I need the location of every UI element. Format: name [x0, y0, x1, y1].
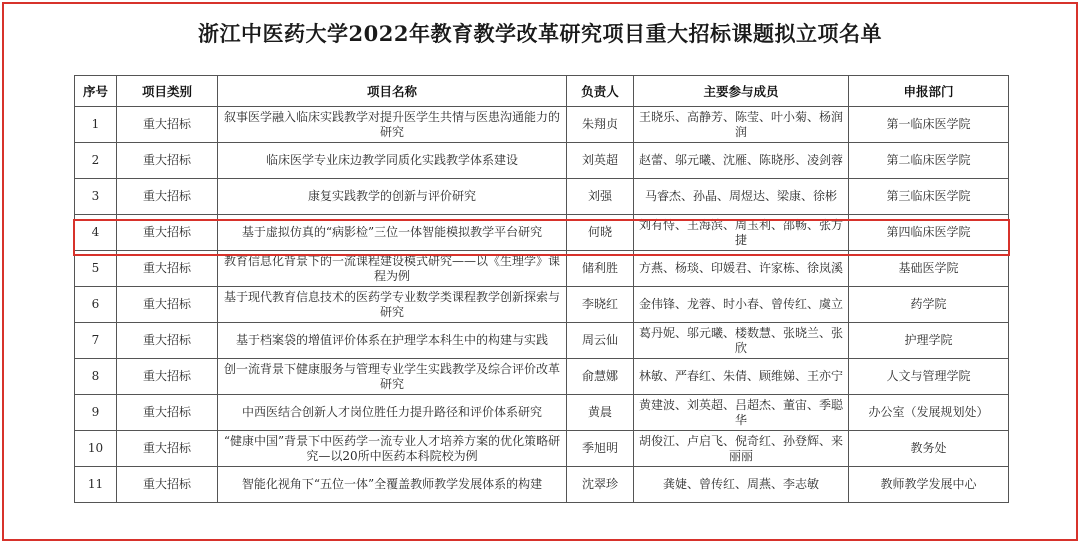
- cell-leader: 黄晨: [567, 395, 634, 431]
- cell-category: 重大招标: [117, 179, 218, 215]
- table-row: [75, 359, 1009, 395]
- cell-members: 王晓乐、高静芳、陈莹、叶小菊、杨润润: [634, 107, 849, 143]
- cell-leader: 何晓: [567, 215, 634, 251]
- table-row: [75, 395, 1009, 431]
- cell-no: 11: [75, 467, 117, 503]
- cell-leader: 俞慧娜: [567, 359, 634, 395]
- cell-category: 重大招标: [117, 359, 218, 395]
- cell-no: 7: [75, 323, 117, 359]
- cell-category: 重大招标: [117, 323, 218, 359]
- cell-members: 方燕、杨琰、印媛君、许家栋、徐岚溪: [634, 251, 849, 287]
- cell-dept: 药学院: [849, 287, 1009, 323]
- cell-members: 胡俊江、卢启飞、倪奇红、孙登辉、来丽丽: [634, 431, 849, 467]
- table-row: [75, 431, 1009, 467]
- cell-leader: 季旭明: [567, 431, 634, 467]
- cell-no: 1: [75, 107, 117, 143]
- table-row: [75, 107, 1009, 143]
- cell-name: 智能化视角下“五位一体”全覆盖教师教学发展体系的构建: [218, 467, 567, 503]
- cell-no: 3: [75, 179, 117, 215]
- cell-name: 基于档案袋的增值评价体系在护理学本科生中的构建与实践: [218, 323, 567, 359]
- cell-category: 重大招标: [117, 395, 218, 431]
- cell-members: 马睿杰、孙晶、周煜达、梁康、徐彬: [634, 179, 849, 215]
- header-name: 项目名称: [218, 76, 567, 107]
- cell-no: 9: [75, 395, 117, 431]
- cell-name: 康复实践教学的创新与评价研究: [218, 179, 567, 215]
- cell-name: 基于虚拟仿真的“病影检”三位一体智能模拟教学平台研究: [218, 215, 567, 251]
- cell-dept: 第四临床医学院: [849, 215, 1009, 251]
- table-row-highlighted: [75, 215, 1009, 251]
- cell-dept: 第三临床医学院: [849, 179, 1009, 215]
- cell-members: 赵蕾、邬元曦、沈雁、陈晓彤、凌剑蓉: [634, 143, 849, 179]
- table-header-row: [75, 76, 1009, 107]
- table-row: [75, 287, 1009, 323]
- cell-name: 基于现代教育信息技术的医药学专业数学类课程教学创新探索与研究: [218, 287, 567, 323]
- cell-category: 重大招标: [117, 287, 218, 323]
- cell-dept: 第二临床医学院: [849, 143, 1009, 179]
- cell-name: 教育信息化背景下的一流课程建设模式研究——以《生理学》课程为例: [218, 251, 567, 287]
- cell-dept: 教师教学发展中心: [849, 467, 1009, 503]
- cell-dept: 人文与管理学院: [849, 359, 1009, 395]
- cell-leader: 刘英超: [567, 143, 634, 179]
- cell-no: 2: [75, 143, 117, 179]
- cell-category: 重大招标: [117, 431, 218, 467]
- cell-name: 中西医结合创新人才岗位胜任力提升路径和评价体系研究: [218, 395, 567, 431]
- table-row: [75, 251, 1009, 287]
- cell-leader: 储利胜: [567, 251, 634, 287]
- cell-leader: 刘强: [567, 179, 634, 215]
- cell-leader: 周云仙: [567, 323, 634, 359]
- cell-category: 重大招标: [117, 107, 218, 143]
- header-category: 项目类别: [117, 76, 218, 107]
- cell-dept: 护理学院: [849, 323, 1009, 359]
- cell-no: 8: [75, 359, 117, 395]
- cell-members: 刘有恃、王海滨、周玉利、邵畅、张方捷: [634, 215, 849, 251]
- cell-members: 黄建波、刘英超、吕超杰、董宙、季聪华: [634, 395, 849, 431]
- cell-dept: 教务处: [849, 431, 1009, 467]
- cell-no: 6: [75, 287, 117, 323]
- table-row: [75, 323, 1009, 359]
- cell-members: 林敏、严春红、朱倩、顾维娣、王亦宁: [634, 359, 849, 395]
- table-row: [75, 143, 1009, 179]
- cell-name: “健康中国”背景下中医药学一流专业人才培养方案的优化策略研究—以20所中医药本科院校为例: [218, 431, 567, 467]
- page-title: 浙江中医药大学2022年教育教学改革研究项目重大招标课题拟立项名单: [198, 21, 882, 46]
- cell-dept: 办公室（发展规划处）: [849, 395, 1009, 431]
- cell-category: 重大招标: [117, 215, 218, 251]
- table-row: [75, 467, 1009, 503]
- cell-leader: 朱翔贞: [567, 107, 634, 143]
- cell-leader: 沈翠珍: [567, 467, 634, 503]
- cell-members: 葛丹妮、邬元曦、楼数慧、张晓兰、张欣: [634, 323, 849, 359]
- cell-name: 临床医学专业床边教学同质化实践教学体系建设: [218, 143, 567, 179]
- table-row: [75, 179, 1009, 215]
- header-members: 主要参与成员: [634, 76, 849, 107]
- cell-leader: 李晓红: [567, 287, 634, 323]
- cell-name: 创一流背景下健康服务与管理专业学生实践教学及综合评价改革研究: [218, 359, 567, 395]
- cell-category: 重大招标: [117, 251, 218, 287]
- header-dept: 申报部门: [849, 76, 1009, 107]
- cell-dept: 第一临床医学院: [849, 107, 1009, 143]
- cell-members: 龚婕、曾传红、周燕、李志敏: [634, 467, 849, 503]
- cell-category: 重大招标: [117, 143, 218, 179]
- header-leader: 负责人: [567, 76, 634, 107]
- cell-category: 重大招标: [117, 467, 218, 503]
- cell-no: 5: [75, 251, 117, 287]
- cell-no: 4: [75, 215, 117, 251]
- cell-name: 叙事医学融入临床实践教学对提升医学生共情与医患沟通能力的研究: [218, 107, 567, 143]
- cell-members: 金伟锋、龙蓉、时小春、曾传红、虞立: [634, 287, 849, 323]
- project-table: [74, 75, 1009, 503]
- header-no: 序号: [75, 76, 117, 107]
- cell-no: 10: [75, 431, 117, 467]
- cell-dept: 基础医学院: [849, 251, 1009, 287]
